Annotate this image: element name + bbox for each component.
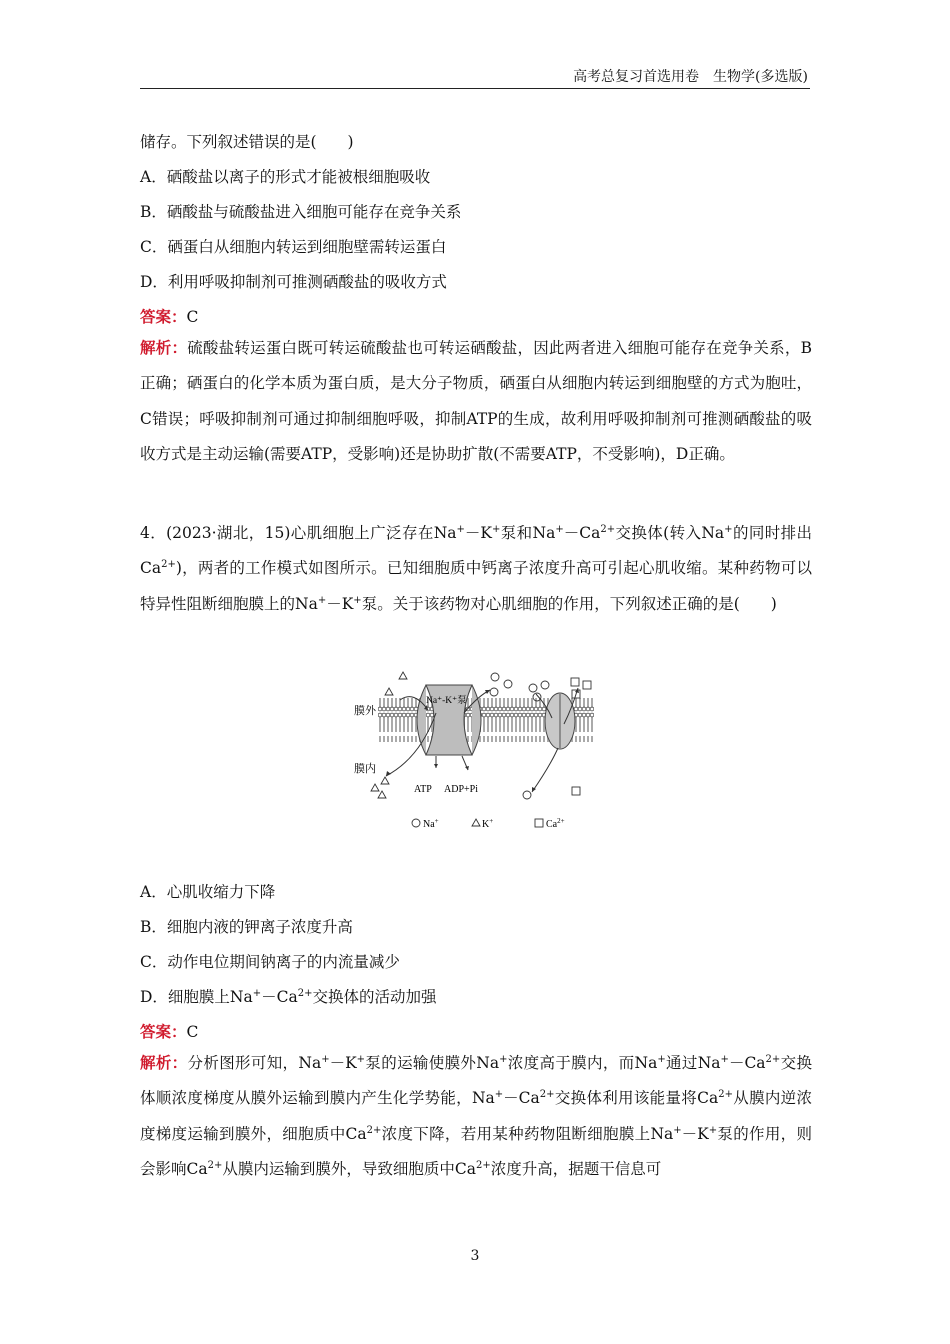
outside-label: 膜外 — [354, 704, 376, 717]
q4-analysis-label: 解析： — [140, 1054, 188, 1072]
membrane-transport-figure — [342, 668, 608, 840]
page-number: 3 — [470, 1248, 480, 1264]
q3-option-d: D．利用呼吸抑制剂可推测硒酸盐的吸收方式 — [140, 273, 447, 291]
inside-label: 膜内 — [354, 762, 376, 775]
q4-answer-label: 答案： — [140, 1023, 187, 1041]
q3-option-a: A．硒酸盐以离子的形式才能被根细胞吸收 — [140, 168, 431, 186]
svg-text:Ca2+: $Ca^{2+}$ — [546, 817, 565, 830]
pump-label: Na⁺-K⁺泵 — [426, 696, 467, 706]
adp-pi-label: ADP+Pi — [444, 784, 478, 795]
figure-legend — [412, 817, 565, 830]
q3-answer-value: C — [186, 308, 199, 326]
q4-option-b: B．细胞内液的钾离子浓度升高 — [140, 918, 353, 936]
q3-answer-label: 答案： — [140, 308, 187, 326]
q3-option-b: B．硒酸盐与硫酸盐进入细胞可能存在竞争关系 — [140, 203, 462, 221]
svg-text:Na+: Na+ — [423, 817, 439, 830]
page-header — [140, 66, 810, 89]
atp-label: ATP — [414, 784, 432, 795]
q4-option-c: C．动作电位期间钠离子的内流量减少 — [140, 953, 400, 971]
q4-stem: 4．(2023·湖北，15)心肌细胞上广泛存在Na+－K+泵和$Na^+-Ca^{2+}$交换体(转入Na+的同时排出$Ca^{2+}$)，两者的工作模式如图所示。已知细胞质中钙离子浓度升高可引起心肌收缩。某种药物可以特异性阻断细胞膜上的Na+－K+泵。关于该药物对心肌细胞的作用，下列叙述正确的是( ) — [140, 523, 812, 613]
q4-option-a: A．心肌收缩力下降 — [140, 883, 276, 901]
q3-option-c: C．硒蛋白从细胞内转运到细胞壁需转运蛋白 — [140, 238, 447, 256]
q3-stem-tail: 储存。下列叙述错误的是( ) — [140, 133, 354, 151]
q4-analysis: 解析：分析图形可知，Na+－K+泵的运输使膜外Na+浓度高于膜内，而Na+通过$Na^+-Ca^{2+}$交换体顺浓度梯度从膜外运输到膜内产生化学势能，$Na^+-Ca^{2+}$交换体利用该能量将$Ca^{2+}$从膜内逆浓度梯度运输到膜外，细胞质中$Ca^{2+}$浓度下降，若用某种药物阻断细胞膜上Na+－K+泵的作用，则会影响$Ca^{2+}$从膜内运输到膜外，导致细胞质中$Ca^{2+}$浓度升高，据题干信息可 — [140, 1053, 812, 1179]
membrane-diagram — [342, 668, 608, 840]
q4-answer — [140, 1020, 198, 1042]
svg-text:K+: K+ — [482, 817, 494, 830]
header-title: 高考总复习首选用卷 生物学(多选版) — [573, 69, 808, 85]
q3-analysis-text: 硫酸盐转运蛋白既可转运硫酸盐也可转运硒酸盐，因此两者进入细胞可能存在竞争关系，B正确；硒蛋白的化学本质为蛋白质，是大分子物质，硒蛋白从细胞内转运到细胞壁的方式为胞吐，C错误；呼吸抑制剂可通过抑制细胞呼吸，抑制ATP的生成，故利用呼吸抑制剂可推测硒酸盐的吸收方式是主动运输(需要ATP，受影响)还是协助扩散(不需要ATP，不受影响)，D正确。 — [140, 339, 812, 464]
q4-answer-value: C — [186, 1023, 199, 1041]
q3-analysis-label: 解析： — [140, 339, 188, 357]
q3-answer — [140, 305, 198, 327]
q3-analysis — [140, 331, 812, 473]
q4-option-d: D．细胞膜上$Na^+-Ca^{2+}$交换体的活动加强 — [140, 987, 437, 1006]
